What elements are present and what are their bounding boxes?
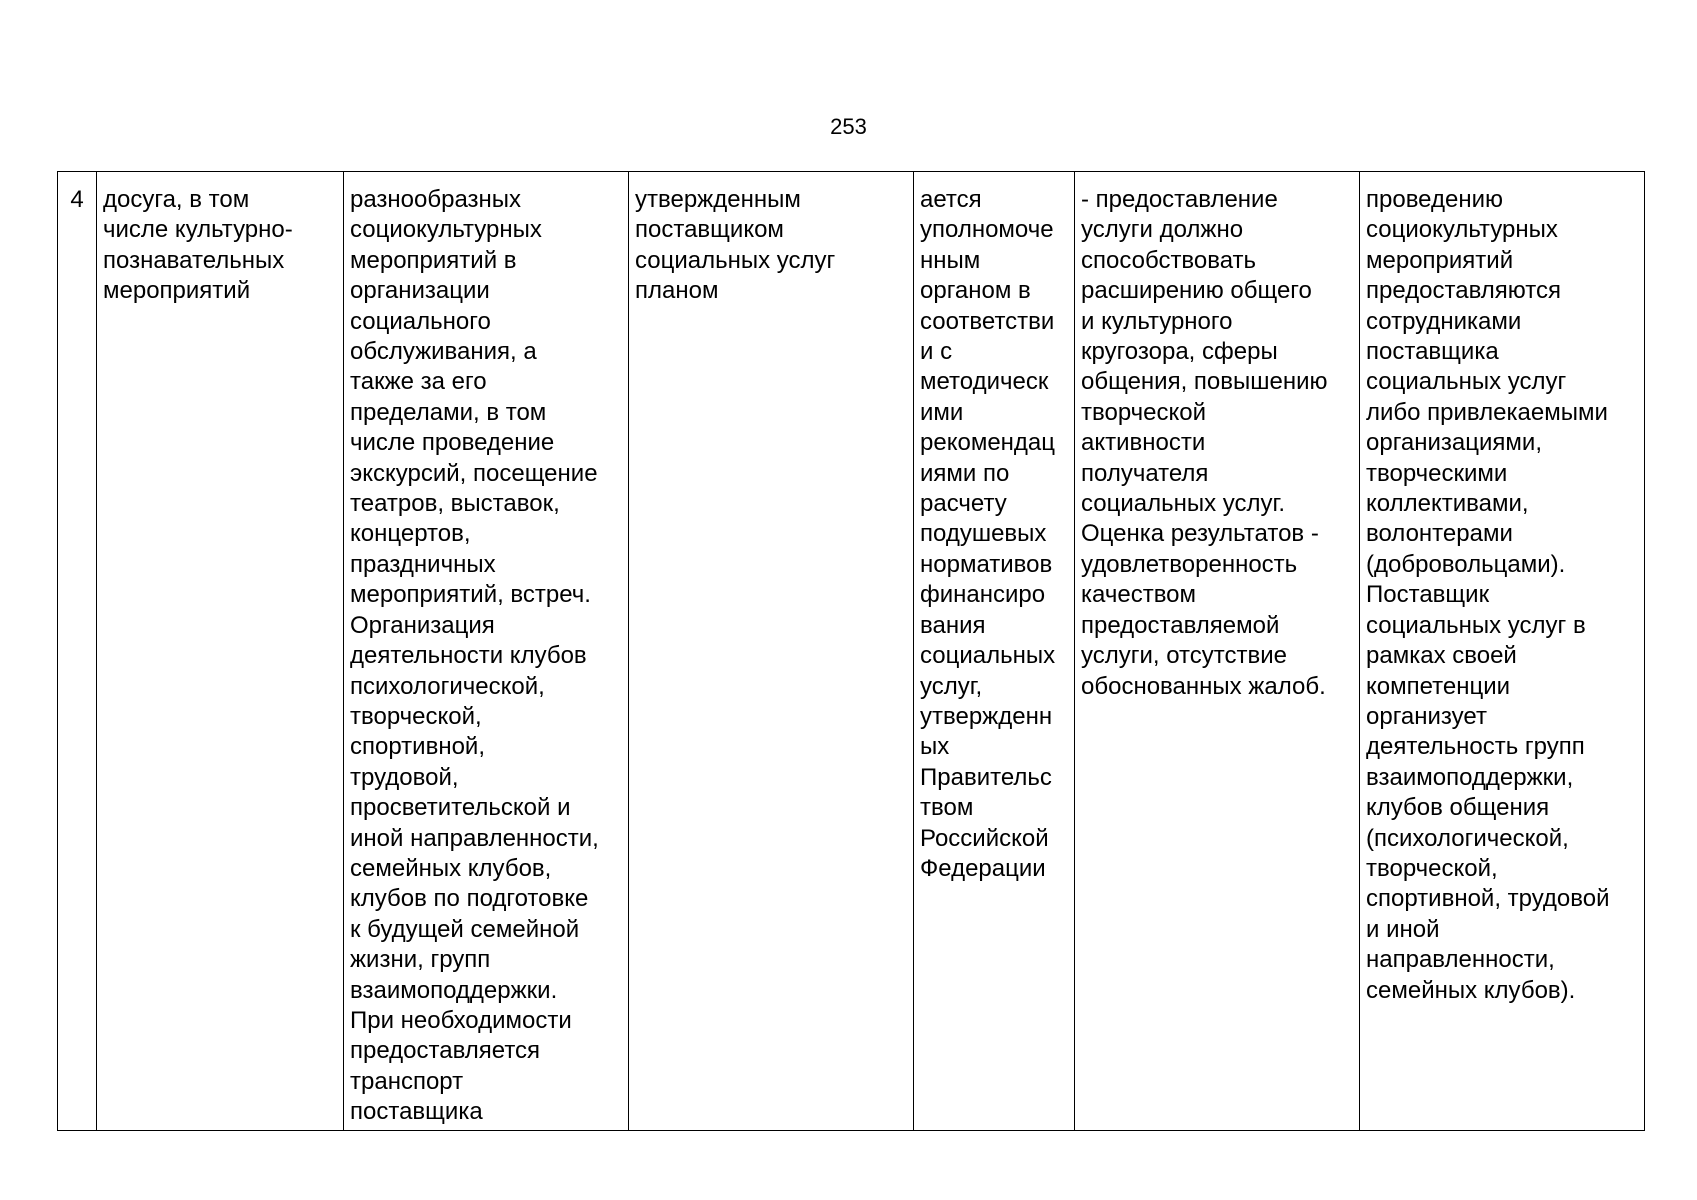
service-quality-cell: - предоставление услуги должно способствовать расширению общего и культурного кругозора, сферы общения, повышению творческой активности получателя социальных услуг. Оценка результатов - удовлетворенность качеством предоставляемой услуги, отсутствие обоснованных жалоб. [1075, 172, 1360, 1131]
table-row [58, 172, 1645, 1131]
service-description-cell: разнообразных социокультурных мероприятий в организации социального обслуживания, а также за его пределами, в том числе проведение экскурсий, посещение театров, выставок, концертов, праздничных мероприятий, встреч. Организация деятельности клубов психологической, творческой, спортивной, трудовой, просветительской и иной направленности, семейных клубов, клубов по подготовке к будущей семейной жизни, групп взаимоподдержки. При необходимости предоставляется транспорт поставщика [344, 172, 629, 1131]
service-table [57, 171, 1645, 1131]
service-tariff-cell: ается уполномоче нным органом в соответстви и с методическ ими рекомендац иями по расчету подушевых нормативов финансиро вания социальных услуг, утвержденн ых Правительс твом Российской Федерации [914, 172, 1075, 1131]
page-number: 253 [830, 114, 867, 139]
service-conditions-cell: проведению социокультурных мероприятий предоставляются сотрудниками поставщика социальных услуг либо привлекаемыми организациями, творческими коллективами, волонтерами (добровольцами). Поставщик социальных услуг в рамках своей компетенции организует деятельность групп взаимоподдержки, клубов общения (психологической, творческой, спортивной, трудовой и иной направленности, семейных клубов). [1360, 172, 1645, 1131]
service-schedule-cell: утвержденным поставщиком социальных услуг планом [629, 172, 914, 1131]
service-name-cell: досуга, в том числе культурно- познавательных мероприятий [97, 172, 344, 1131]
row-number-cell: 4 [58, 172, 97, 1131]
